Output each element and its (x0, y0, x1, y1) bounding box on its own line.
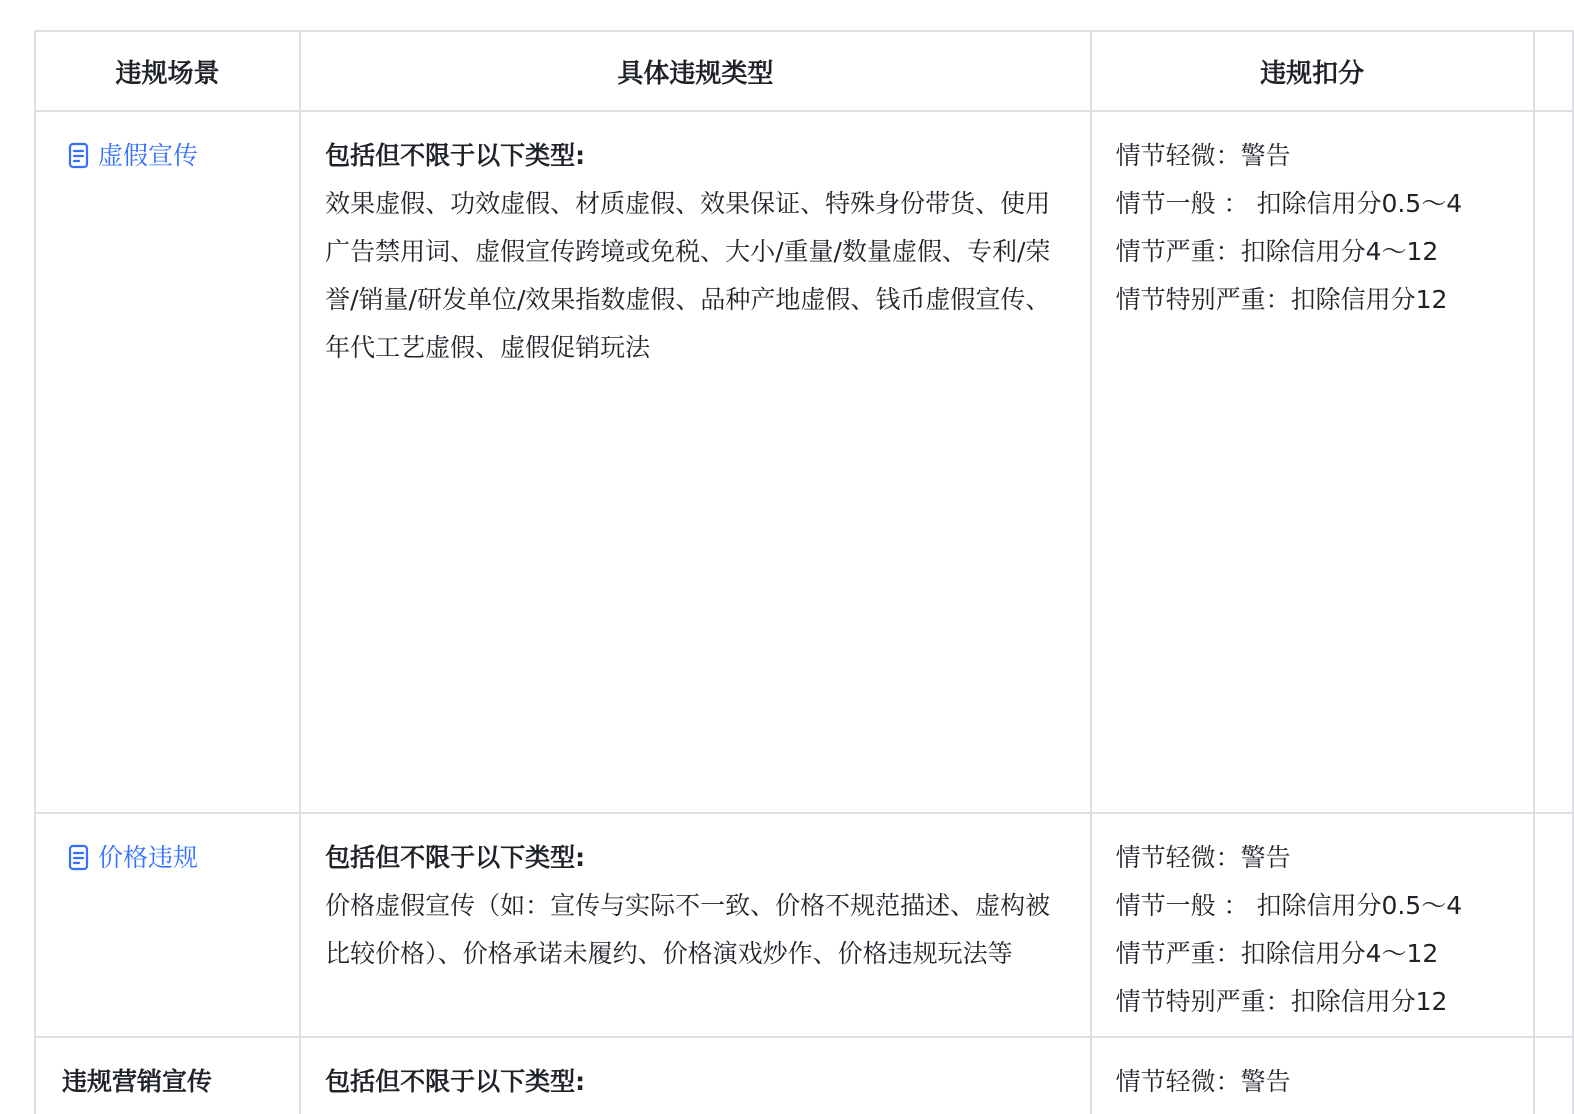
scene-label: 价格违规 (98, 843, 199, 872)
extra-cell (1534, 111, 1573, 813)
document-icon (68, 843, 92, 873)
header-scene[interactable]: 违规场景 (35, 31, 300, 111)
type-description: 效果虚假、功效虚假、材质虚假、效果保证、特殊身份带货、使用广告禁用词、虚假宣传跨境或免税、大小/重量/数量虚假、专利/荣誉/销量/研发单位/效果指数虚假、品种产地虚假、钱币虚假宣传、年代工艺虚假、虚假促销玩法 (325, 189, 1051, 362)
type-cell (300, 813, 1090, 1037)
type-heading: 包括但不限于以下类型: (325, 843, 586, 872)
scene-cell (35, 111, 300, 813)
extra-cell (1534, 813, 1573, 1037)
penalty-very-serious: 情节特别严重：扣除信用分12 (1115, 285, 1448, 314)
header-extra (1534, 31, 1573, 111)
penalty-cell (1091, 813, 1534, 1037)
penalty-cell (1091, 111, 1534, 813)
type-heading: 包括但不限于以下类型: (325, 1067, 586, 1096)
type-cell (300, 1037, 1090, 1114)
header-type[interactable]: 具体违规类型 (300, 31, 1090, 111)
table-row (35, 111, 1573, 813)
table-header-row (35, 31, 1573, 111)
penalty-serious: 情节严重：扣除信用分4～12 (1115, 237, 1439, 266)
penalty-serious: 情节严重：扣除信用分4～12 (1115, 939, 1439, 968)
type-description: 价格虚假宣传（如：宣传与实际不一致、价格不规范描述、虚构被比较价格）、价格承诺未履约、价格演戏炒作、价格违规玩法等 (325, 891, 1051, 968)
scene-link-false-advertising[interactable] (60, 132, 275, 180)
penalty-minor: 情节轻微：警告 (1115, 843, 1291, 872)
document-icon (68, 141, 92, 171)
violation-table (34, 30, 1574, 1114)
penalty-minor: 情节轻微：警告 (1115, 1067, 1291, 1096)
type-cell (300, 111, 1090, 813)
penalty-very-serious: 情节特别严重：扣除信用分12 (1115, 987, 1448, 1016)
penalty-cell (1091, 1037, 1534, 1114)
penalty-general: 情节一般 ： 扣除信用分0.5～4 (1115, 891, 1463, 920)
extra-cell (1534, 1037, 1573, 1114)
table-row (35, 813, 1573, 1037)
header-penalty[interactable]: 违规扣分 (1091, 31, 1534, 111)
type-heading: 包括但不限于以下类型: (325, 141, 586, 170)
scene-cell (35, 813, 300, 1037)
penalty-general: 情节一般 ： 扣除信用分0.5～4 (1115, 189, 1463, 218)
table-row (35, 1037, 1573, 1114)
scene-label: 虚假宣传 (98, 141, 199, 170)
scene-cell (35, 1037, 300, 1114)
scene-label: 违规营销宣传 (62, 1067, 213, 1096)
scene-link-price-violation[interactable] (60, 834, 275, 882)
penalty-minor: 情节轻微：警告 (1115, 141, 1291, 170)
